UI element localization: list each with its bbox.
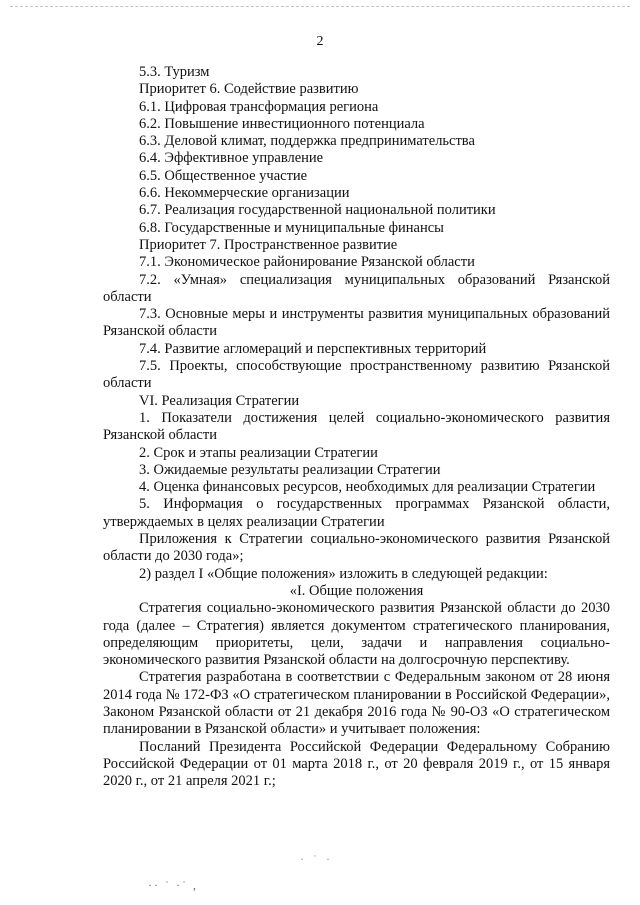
text-line: 1. Показатели достижения целей социально-экономического развития Рязанской области — [103, 409, 610, 444]
paragraph: Посланий Президента Российской Федерации Федеральному Собранию Российской Федерации от 01 марта 2018 г., от 20 февраля 2019 г., от 15 января 2020 г., от 21 апреля 2021 г.; — [103, 738, 610, 790]
text-line: 6.6. Некоммерческие организации — [139, 185, 350, 202]
page-number: 2 — [316, 34, 324, 49]
paragraph: Стратегия социально-экономического развития Рязанской области до 2030 года (далее – Стратегия) является документом стратегического планирования, определяющим приоритеты, цели, задачи и направления социально-экономического развития Рязанской области на долгосрочную перспективу. — [103, 600, 610, 669]
text-line: 6.3. Деловой климат, поддержка предпринимательства — [139, 133, 475, 150]
scan-speck-artifact: ·· ˙ ·˙ , — [148, 878, 198, 892]
text-line: 7.4. Развитие агломераций и перспективных территорий — [139, 340, 487, 357]
section-heading: VI. Реализация Стратегии — [139, 392, 300, 409]
text-line: 2) раздел I «Общие положения» изложить в следующей редакции: — [139, 565, 548, 582]
text-line: 6.8. Государственные и муниципальные финансы — [139, 219, 444, 236]
text-line: 6.4. Эффективное управление — [139, 150, 324, 167]
scan-speck-artifact: · ˙ · — [300, 852, 333, 866]
document-body — [103, 64, 610, 790]
text-line: Приложения к Стратегии социально-экономического развития Рязанской области до 2030 года»; — [103, 531, 610, 565]
text-line: 3. Ожидаемые результаты реализации Стратегии — [139, 461, 441, 478]
text-line: 6.2. Повышение инвестиционного потенциала — [139, 115, 425, 132]
text-line: 7.5. Проекты, способствующие пространственному развитию Рязанской области — [103, 358, 610, 392]
text-line: 7.3. Основные меры и инструменты развития муниципальных образований Рязанской области — [103, 306, 610, 340]
text-line: 7.2. «Умная» специализация муниципальных образований Рязанской области — [103, 271, 610, 305]
text-line: 6.7. Реализация государственной национальной политики — [139, 202, 496, 219]
text-line: 2. Срок и этапы реализации Стратегии — [139, 444, 378, 461]
text-line: Приоритет 6. Содействие развитию — [139, 81, 359, 98]
section-title: «I. Общие положения — [289, 582, 424, 599]
text-line: Приоритет 7. Пространственное развитие — [139, 236, 398, 253]
text-line: 5.3. Туризм — [139, 64, 210, 80]
text-line: 7.1. Экономическое районирование Рязанской области — [139, 254, 475, 271]
text-line: 5. Информация о государственных программах Рязанской области, утверждаемых в целях реализации Стратегии — [103, 496, 610, 530]
text-line: 4. Оценка финансовых ресурсов, необходимых для реализации Стратегии — [139, 479, 596, 496]
scan-edge-artifact — [10, 6, 630, 7]
paragraph: Стратегия разработана в соответствии с Федеральным законом от 28 июня 2014 года № 172-ФЗ «О стратегическом планировании в Российской Федерации», Законом Рязанской области от 21 декабря 2016 года № 90-ОЗ «О стратегическом планировании в Рязанской области» и учитывает положения: — [103, 669, 610, 738]
text-line: 6.1. Цифровая трансформация региона — [139, 98, 379, 115]
text-line: 6.5. Общественное участие — [139, 167, 308, 184]
